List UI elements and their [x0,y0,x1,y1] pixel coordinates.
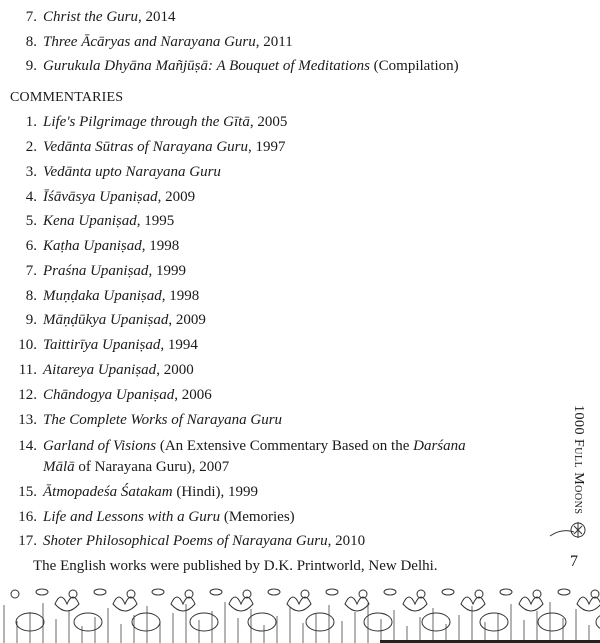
item-detail: , 2014 [138,9,176,25]
item-title: Life's Pilgrimage through the Gītā [43,114,250,130]
item-title: Gurukula Dhyāna Mañjūṣā: A Bouquet of Meditations [43,58,370,74]
item-title: Aitareya Upaniṣad [43,362,157,378]
item-number: 17. [18,533,37,549]
item-detail: (Memories) [220,509,295,525]
item-detail: , 1998 [161,288,200,304]
item-detail: , 2009 [157,189,196,205]
item-detail: , 2000 [156,362,194,378]
item-title: Three Ācāryas and Narayana Guru [43,34,256,50]
item-title: Christ the Guru [43,9,139,25]
item-number: 3. [25,164,37,180]
item-number: 9. [25,312,37,328]
item-title: Kaṭha Upaniṣad [43,238,142,254]
item-title: Chāndogya Upaniṣad [43,387,175,403]
item-title-secondary: Darśana [413,438,466,454]
item-title: Īśāvāsya Upaniṣad [43,189,158,205]
item-detail: , 2005 [249,114,288,130]
item-title: Muṇḍaka Upaniṣad [43,288,162,304]
item-detail: of Narayana Guru), 2007 [74,459,230,475]
item-number: 1. [25,114,37,130]
item-detail: , 1997 [248,139,286,155]
item-number: 10. [18,337,37,353]
item-detail: (Compilation) [369,58,459,74]
item-number: 15. [18,484,37,500]
item-title: Vedānta Sūtras of Narayana Guru [43,139,249,155]
item-title: The Complete Works of Narayana Guru [43,412,283,428]
item-detail: , 2011 [255,34,293,50]
item-detail: (Hindi), 1999 [172,484,258,500]
lotus-border-illustration [0,582,600,643]
item-number: 2. [25,139,37,155]
item-title: Kena Upaniṣad [43,213,137,229]
section-heading: COMMENTARIES [10,90,124,105]
item-title: Garland of Visions [43,438,157,454]
item-number: 7. [25,263,37,279]
item-number: 16. [18,509,37,525]
item-number: 5. [25,213,37,229]
item-title-secondary: Mālā [43,459,75,475]
item-title: Ātmopadeśa Śatakam [43,484,173,500]
item-number: 8. [25,288,37,304]
running-title-text: 1000 Full Moons [571,405,586,515]
item-title: Māṇḍūkya Upaniṣad [43,312,169,328]
lotus-ornament-icon [548,518,588,548]
item-detail: , 1994 [160,337,198,353]
item-title: Vedānta upto Narayana Guru [43,164,221,180]
item-title: Life and Lessons with a Guru [43,509,221,525]
item-detail: , 2009 [168,312,206,328]
item-title: Shoter Philosophical Poems of Narayana Guru [43,533,328,549]
item-number: 6. [25,238,37,254]
item-number: 9. [25,58,37,74]
item-number: 8. [25,34,37,50]
item-number: 7. [25,9,37,25]
item-number: 4. [25,189,37,205]
item-title: Taittirīya Upaniṣad [43,337,161,353]
item-detail: , 1999 [148,263,186,279]
item-number: 14. [18,438,37,454]
footnote: The English works were published by D.K. Printworld, New Delhi. [33,558,438,574]
running-title [566,405,586,515]
item-detail: , 1995 [136,213,175,229]
item-detail: , 2010 [327,533,366,549]
item-detail: (An Extensive Commentary Based on the [156,438,414,454]
item-number: 12. [18,387,37,403]
item-detail: , 2006 [174,387,212,403]
page-number: 7 [570,553,578,570]
item-number: 13. [18,412,37,428]
item-detail: , 1998 [141,238,180,254]
item-number: 11. [18,362,37,378]
item-title: Praśna Upaniṣad [43,263,149,279]
